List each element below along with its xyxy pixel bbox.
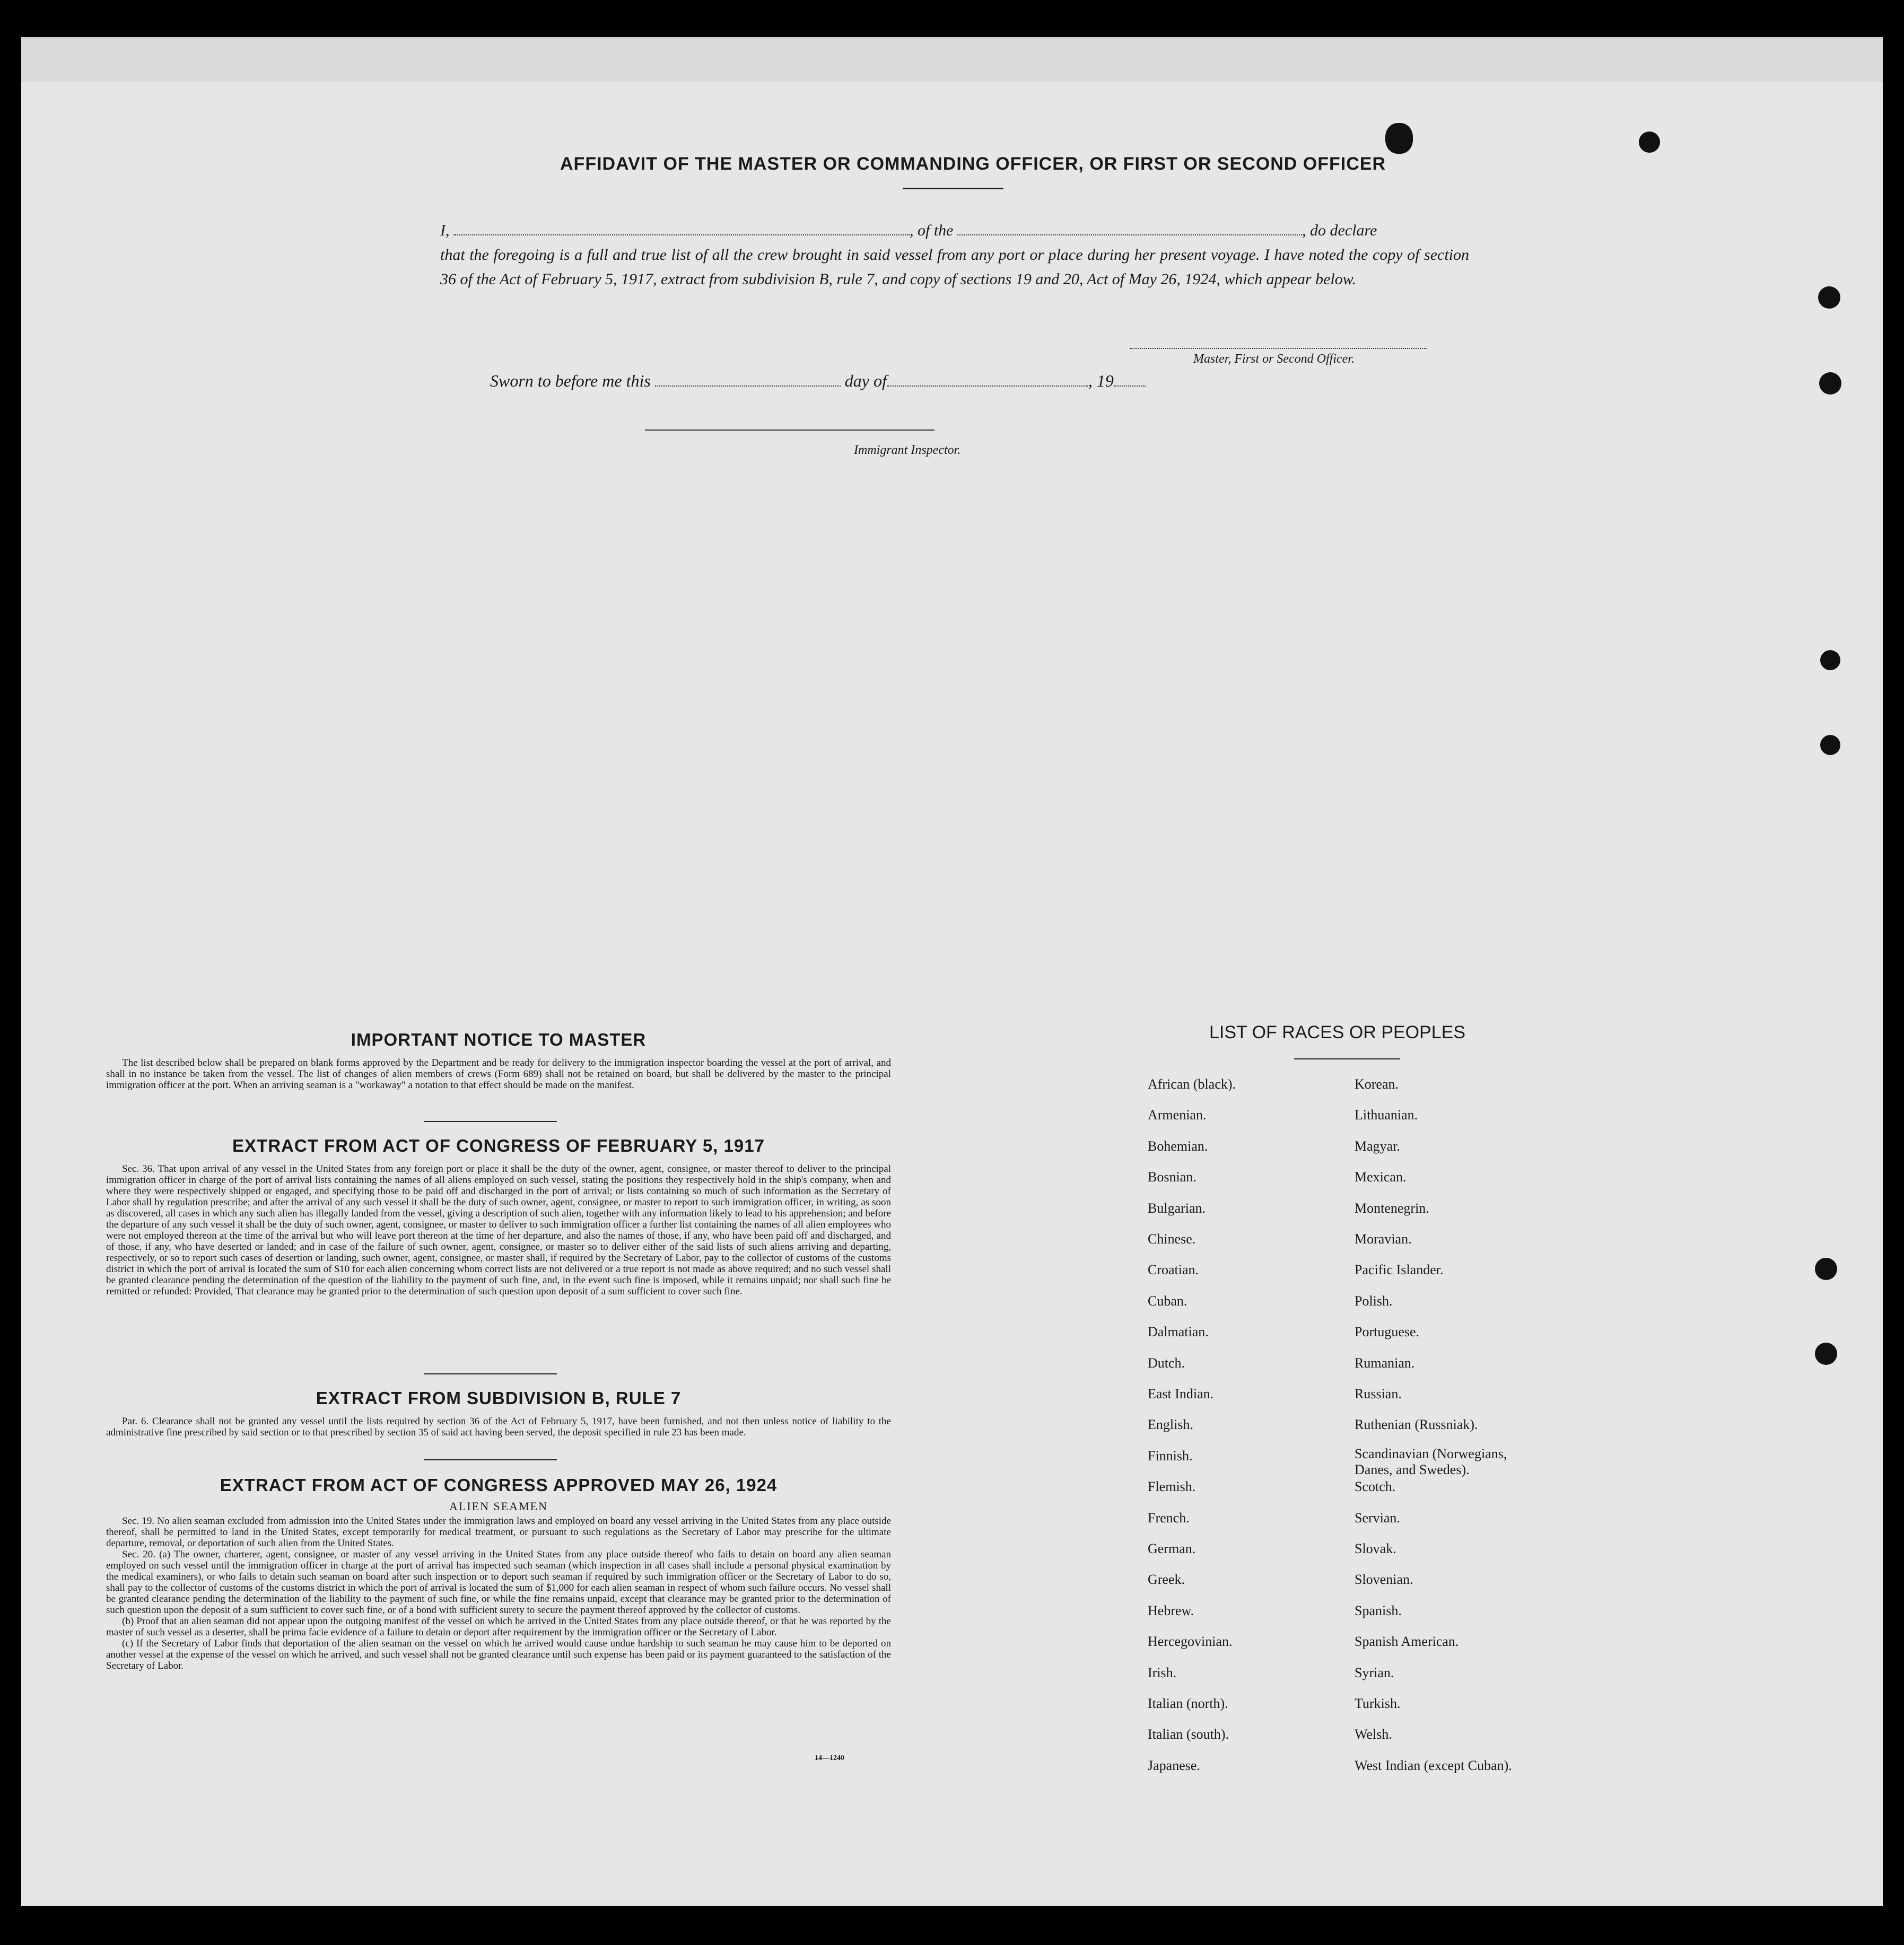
inspector-label: Immigrant Inspector. <box>854 443 961 457</box>
section-divider <box>424 1121 557 1122</box>
race-item: Irish. <box>1148 1664 1177 1680</box>
race-item: Italian (north). <box>1148 1696 1228 1711</box>
form-number: 14—1240 <box>815 1754 844 1762</box>
sworn-statement <box>490 371 1146 391</box>
race-item: Russian. <box>1355 1386 1402 1401</box>
sworn-day-of: day of <box>844 371 887 390</box>
punch-hole <box>1815 1343 1837 1365</box>
race-item: Bosnian. <box>1148 1169 1196 1185</box>
race-item: Welsh. <box>1355 1727 1392 1742</box>
race-item: Polish. <box>1355 1293 1393 1309</box>
punch-hole <box>1815 1258 1837 1280</box>
extract-1924-title: EXTRACT FROM ACT OF CONGRESS APPROVED MAY 26, 1924 <box>220 1475 778 1495</box>
race-item: Lithuanian. <box>1355 1107 1418 1123</box>
race-item: West Indian (except Cuban). <box>1355 1757 1512 1773</box>
sworn-day-field[interactable] <box>655 374 841 387</box>
extract-rule7-title: EXTRACT FROM SUBDIVISION B, RULE 7 <box>316 1388 682 1408</box>
section-divider <box>424 1459 557 1460</box>
race-item: Magyar. <box>1355 1138 1400 1154</box>
punch-hole <box>1819 372 1841 395</box>
punch-hole <box>1639 132 1660 153</box>
extract-1917-text: Sec. 36. That upon arrival of any vessel in the United States from any foreign port or place it shall be the duty of the owner, agent, consignee, or master thereof to deliver to the principal immigration officer in charge of the port of arrival lists containing the names of all aliens employed on such vessel, stating the positions they respectively hold in the ship's company, when and where they were respectively shipped or engaged, and specifying those to be paid off and discharged in the port of arrival; or lists containing so much of such information as the Secretary of Labor shall by regulation prescribe; and after the arrival of any such vessel it shall be the duty of such owner, agent, consignee, or master to report to such immigration officer, in writing, as soon as discovered, all cases in which any such alien has illegally landed from the vessel, giving a description of such alien, together with any information likely to lead to his apprehension; and before the departure of any such vessel it shall be the duty of such owner, agent, consignee, or master to deliver to such immigration officer a further list containing the names of all alien employees who were not employed thereon at the time of the arrival but who will leave port thereon at the time of her departure, and also the names of those, if any, who have been paid off and discharged, and of those, if any, who have deserted or landed; and in case of the failure of such owner, agent, consignee, or master so to deliver either of the said lists of such aliens arriving and departing, respectively, or so to report such cases of desertion or landing, such owner, agent, consignee, or master shall, if required by the Secretary of Labor, pay to the collector of customs of the customs district in which the port of arrival is located the sum of $10 for each alien concerning whom correct lists are not delivered or a true report is not made as above required; and no such vessel shall be granted clearance pending the determination of the question of the liability to the payment of such fine, and, in the event such fine is imposed, while it remains unpaid; nor shall such fine be remitted or refunded: Provided, That clearance may be granted prior to the determination of such question upon deposit of a sum sufficient to cover such fine. <box>106 1163 891 1297</box>
affidavit-text <box>440 218 1469 292</box>
race-item: Montenegrin. <box>1355 1200 1429 1216</box>
race-item: Mexican. <box>1355 1169 1407 1185</box>
master-signature-label: Master, First or Second Officer. <box>1193 352 1355 366</box>
race-item: Slovenian. <box>1355 1572 1413 1588</box>
race-item: Spanish American. <box>1355 1634 1459 1650</box>
race-item: Flemish. <box>1148 1479 1196 1495</box>
race-item: Pacific Islander. <box>1355 1262 1444 1278</box>
title-divider <box>903 188 1003 189</box>
extract-1924-sec20c: (c) If the Secretary of Labor finds that deportation of the alien seaman on the vessel on which he arrived would cause undue hardship to such seaman he may cause him to be deported on another vessel at the expense of the vessel on which he arrived, and such vessel shall not be granted clearance until such expense has been paid or its payment guaranteed to the satisfaction of the Secretary of Labor. <box>106 1638 891 1671</box>
punch-hole <box>1385 123 1413 154</box>
race-item: Bohemian. <box>1148 1138 1208 1154</box>
extract-1924-sec19: Sec. 19. No alien seaman excluded from admission into the United States under the immigration laws and employed on board any vessel arriving in the United States from any place outside thereof, shall be permitted to land in the United States, except temporarily for medical treatment, or pursuant to such regulations as the Secretary of Labor may prescribe for the ultimate departure, removal, or deportation of such alien from the United States. <box>106 1515 891 1549</box>
punch-hole <box>1820 650 1840 670</box>
race-item: Italian (south). <box>1148 1727 1229 1742</box>
race-item: Cuban. <box>1148 1293 1187 1309</box>
notice-title: IMPORTANT NOTICE TO MASTER <box>351 1030 647 1049</box>
race-item: Scandinavian (Norwegians, Danes, and Swedes). <box>1355 1445 1507 1477</box>
notice-text: The list described below shall be prepared on blank forms approved by the Department and be ready for delivery to the immigration inspector boarding the vessel at the port of arrival, and shall in no instance be taken from the vessel. The list of changes of alien members of crews (Form 689) shall not be retained on board, but shall be delivered by the master to the principal immigration officer at the port. When an arriving seaman is a "workaway" a notation to that effect should be made on the manifest. <box>106 1057 891 1091</box>
race-item: Armenian. <box>1148 1107 1207 1123</box>
extract-1917-section <box>106 1136 891 1297</box>
race-item: French. <box>1148 1510 1190 1526</box>
race-item: Chinese. <box>1148 1231 1196 1247</box>
sworn-prefix: Sworn to before me this <box>490 371 651 390</box>
extract-1917-title: EXTRACT FROM ACT OF CONGRESS OF FEBRUARY 5, 1917 <box>232 1136 765 1155</box>
race-item: Hebrew. <box>1148 1602 1194 1618</box>
race-item: Turkish. <box>1355 1696 1401 1711</box>
race-item: Dalmatian. <box>1148 1324 1209 1340</box>
master-signature-line[interactable] <box>1130 348 1427 349</box>
sworn-year: , 19 <box>1088 371 1114 390</box>
declare-i: I, <box>440 222 450 239</box>
race-item: Portuguese. <box>1355 1324 1420 1340</box>
race-item: Croatian. <box>1148 1262 1199 1278</box>
affidavit-body: that the foregoing is a full and true list of all the crew brought in said vessel from any port or place during her present voyage. I have noted the copy of section 36 of the Act of February 5, 1917, extract from subdivision B, rule 7, and copy of sections 19 and 20, Act of May 26, 1924, which appear below. <box>440 246 1469 288</box>
inspector-signature-line[interactable] <box>645 430 934 431</box>
extract-1924-subtitle: ALIEN SEAMEN <box>449 1500 548 1513</box>
race-item: Greek. <box>1148 1572 1185 1588</box>
extract-rule7-text: Par. 6. Clearance shall not be granted any vessel until the lists required by section 36 of the Act of February 5, 1917, have been furnished, and not then unless notice of liability to the administrative fine prescribed by said section or to that prescribed by section 35 of said act having been served, the deposit specified in rule 23 has been made. <box>106 1416 891 1438</box>
race-item: English. <box>1148 1417 1193 1433</box>
race-item: Bulgarian. <box>1148 1200 1206 1216</box>
extract-1924-sec20b: (b) Proof that an alien seaman did not appear upon the outgoing manifest of the vessel on which he arrived in the United States from any place outside thereof, or that he was reported by the master of such vessel as a deserter, shall be prima facie evidence of a failure to detain or deport after requirement by the immigration officer or the Secretary of Labor. <box>106 1616 891 1638</box>
name-field[interactable] <box>453 223 910 235</box>
declare-end: , do declare <box>1302 222 1377 239</box>
race-item: Finnish. <box>1148 1448 1193 1464</box>
race-item: Servian. <box>1355 1510 1400 1526</box>
sworn-month-field[interactable] <box>887 374 1088 387</box>
races-divider <box>1294 1058 1400 1059</box>
race-item: Ruthenian (Russniak). <box>1355 1417 1478 1433</box>
section-divider <box>424 1373 557 1374</box>
race-item: Syrian. <box>1355 1664 1394 1680</box>
race-item: Rumanian. <box>1355 1355 1415 1371</box>
punch-hole <box>1818 286 1840 309</box>
affidavit-title: AFFIDAVIT OF THE MASTER OR COMMANDING OFFICER, OR FIRST OR SECOND OFFICER <box>560 154 1386 174</box>
vessel-field[interactable] <box>957 223 1302 235</box>
punch-hole <box>1820 735 1840 755</box>
race-item: Slovak. <box>1355 1541 1396 1556</box>
race-item: East Indian. <box>1148 1386 1214 1401</box>
races-title: LIST OF RACES OR PEOPLES <box>1209 1022 1466 1042</box>
race-item: Dutch. <box>1148 1355 1185 1371</box>
race-item: Moravian. <box>1355 1231 1412 1247</box>
race-item: African (black). <box>1148 1076 1236 1092</box>
race-item: Hercegovinian. <box>1148 1634 1233 1650</box>
sworn-year-field[interactable] <box>1114 374 1146 387</box>
race-item: Spanish. <box>1355 1602 1402 1618</box>
race-item: German. <box>1148 1541 1196 1556</box>
notice-section <box>106 1030 891 1091</box>
declare-of-the: , of the <box>910 222 954 239</box>
extract-rule7-section <box>106 1388 891 1438</box>
race-item: Scotch. <box>1355 1479 1396 1495</box>
extract-1924-sec20a: Sec. 20. (a) The owner, charterer, agent, consignee, or master of any vessel arriving in the United States from any place outside thereof who fails to detain on board any alien seaman employed on such vessel until the immigration officer in charge at the port of arrival has inspected such seaman (which inspection in all cases shall include a personal physical examination by the medical examiners), or who fails to detain such seaman on board after such inspection or to deport such seaman if required by such immigration officer or the Secretary of Labor to do so, shall pay to the collector of customs of the customs district in which the port of arrival is located the sum of $1,000 for each alien seaman in respect of whom such failure occurs. No vessel shall be granted clearance pending the determination of the liability to the payment of such fine, or while the fine remains unpaid, except that clearance may be granted prior to the determination of such question upon the deposit of a sum sufficient to cover such fine, or of a bond with sufficient surety to secure the payment thereof approved by the collector of customs. <box>106 1549 891 1616</box>
race-item: Japanese. <box>1148 1757 1200 1773</box>
extract-1924-section <box>106 1475 891 1671</box>
race-item: Korean. <box>1355 1076 1399 1092</box>
